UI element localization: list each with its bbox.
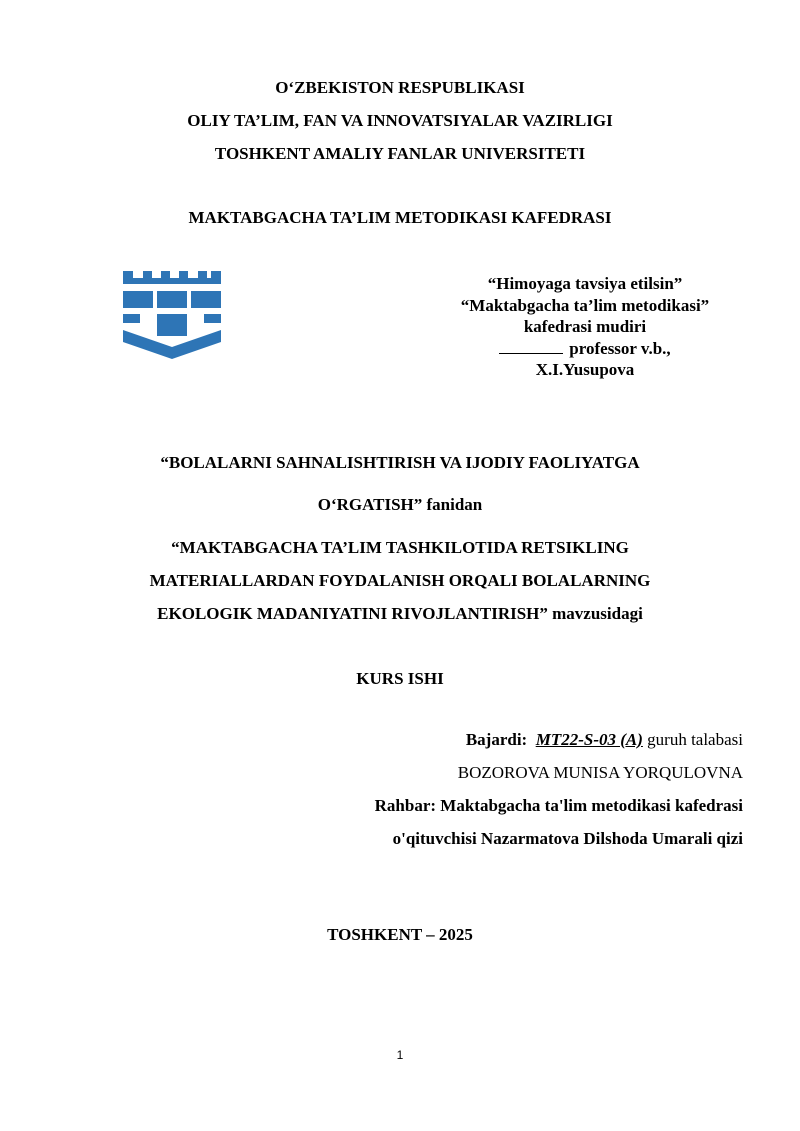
- author-group-line: [466, 730, 743, 750]
- author-group-suffix: guruh talabasi: [647, 730, 743, 749]
- department-title: MAKTABGACHA TA’LIM METODIKASI KAFEDRASI: [188, 208, 612, 227]
- approval-head-name: X.I.Yusupova: [535, 360, 635, 379]
- university-name-line: TOSHKENT AMALIY FANLAR UNIVERSITETI: [214, 144, 586, 163]
- subject-line-2: O‘RGATISH” fanidan: [317, 495, 483, 514]
- university-shield-icon: [122, 270, 222, 365]
- author-name: BOZOROVA MUNISA YORQULOVNA: [457, 763, 743, 782]
- supervisor-line-1: Rahbar: Maktabgacha ta'lim metodikasi kafedrasi: [374, 796, 743, 815]
- page-number: 1: [396, 1048, 404, 1062]
- supervisor-line-2: o'qituvchisi Nazarmatova Dilshoda Umarali qizi: [392, 829, 743, 848]
- document-type: KURS ISHI: [356, 669, 444, 688]
- ministry-country-line: O‘ZBEKISTON RESPUBLIKASI: [275, 78, 525, 97]
- approval-head-title: kafedrasi mudiri: [523, 317, 647, 336]
- approval-position: professor v.b.,: [569, 339, 671, 358]
- topic-line-2: MATERIALLARDAN FOYDALANISH ORQALI BOLALARNING: [149, 571, 651, 590]
- signature-blank: [499, 339, 563, 354]
- approval-department: “Maktabgacha ta’lim metodikasi”: [460, 296, 710, 315]
- author-group-code: MT22-S-03 (A): [535, 730, 643, 749]
- approval-signature-line: [440, 338, 730, 359]
- subject-line-1: “BOLALARNI SAHNALISHTIRISH VA IJODIY FAOLIYATGA: [160, 453, 640, 472]
- ministry-name-line: OLIY TA’LIM, FAN VA INNOVATSIYALAR VAZIRLIGI: [187, 111, 613, 130]
- topic-line-1: “MAKTABGACHA TA’LIM TASHKILOTIDA RETSIKLING: [171, 538, 629, 557]
- approval-recommendation: “Himoyaga tavsiya etilsin”: [487, 274, 683, 293]
- author-label: Bajardi:: [465, 730, 528, 749]
- topic-line-3: EKOLOGIK MADANIYATINI RIVOJLANTIRISH” mavzusidagi: [157, 604, 643, 623]
- city-year: TOSHKENT – 2025: [327, 925, 473, 944]
